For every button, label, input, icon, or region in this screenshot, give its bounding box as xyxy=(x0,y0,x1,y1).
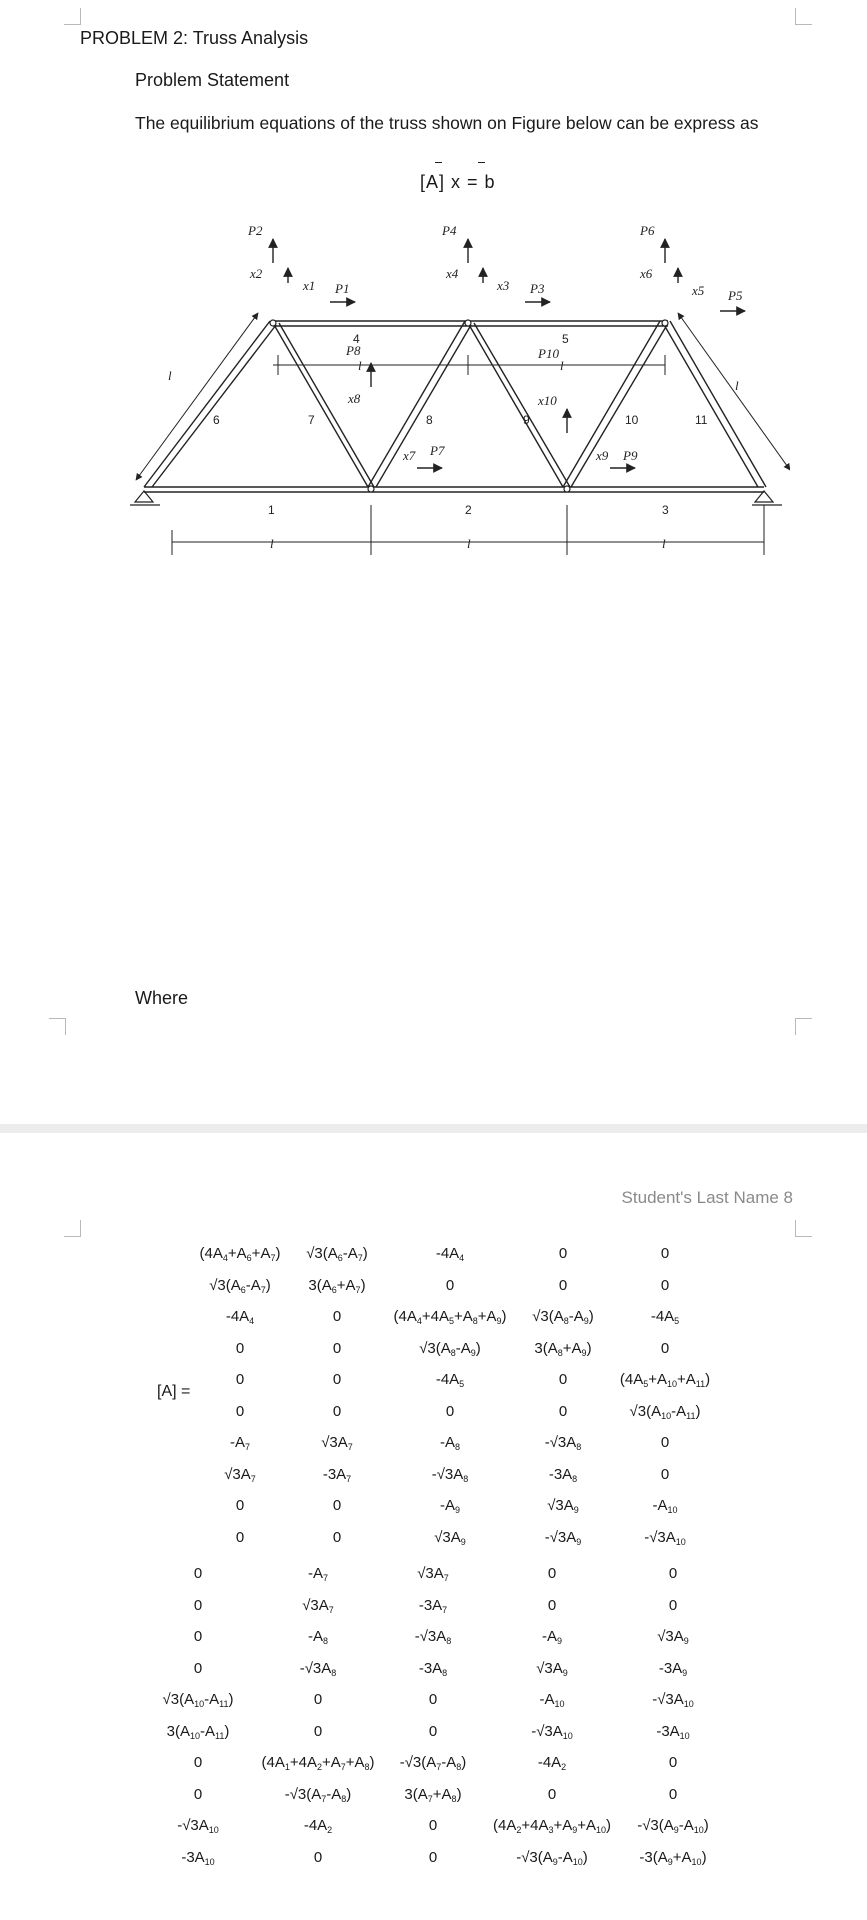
matrix-cell: 0 xyxy=(428,1817,438,1834)
truss-diagram xyxy=(130,215,790,575)
matrix-cell: 0 xyxy=(332,1497,342,1514)
matrix-cell: 0 xyxy=(313,1691,323,1708)
dof-label-x6: x6 xyxy=(640,266,653,281)
matrix-cell: 0 xyxy=(193,1565,203,1582)
matrix-cell: $(4A_2+4A_3+A_9+A_{10})$ xyxy=(492,1817,612,1835)
page-corner-mark xyxy=(64,8,81,25)
page-corner-mark xyxy=(64,1220,81,1237)
load-label-p3: P3 xyxy=(530,281,545,296)
matrix-cell: 0 xyxy=(428,1722,438,1740)
matrix-cell: 0 xyxy=(428,1691,438,1708)
page-corner-mark xyxy=(49,1018,66,1035)
matrix-cell: $(4A_4+A_6+A_7)$ xyxy=(199,1245,281,1263)
matrix-cell: 0 xyxy=(332,1528,342,1546)
matrix-cell: $√3A_9$ xyxy=(434,1528,466,1547)
dof-label-x5: x5 xyxy=(692,283,705,298)
page-footer: Student's Last Name 8 xyxy=(621,1188,793,1207)
matrix-cell: 0 xyxy=(558,1402,568,1420)
dof-label-x1: x1 xyxy=(303,278,316,293)
matrix-cell: $-A_8$ xyxy=(307,1628,329,1646)
dof-label-x7: x7 xyxy=(403,448,416,463)
matrix-cell: 0 xyxy=(235,1339,245,1357)
matrix-cell: 0 xyxy=(193,1754,203,1771)
matrix-cell: 0 xyxy=(445,1402,455,1420)
length-label: l xyxy=(662,536,666,551)
member-label-2: 2 xyxy=(465,503,472,517)
length-label: l xyxy=(270,536,274,551)
matrix-cell: $-3(A_9+A_{10})$ xyxy=(639,1848,707,1867)
matrix-cell: 0 xyxy=(558,1276,568,1294)
matrix-cell: $√3A_7$ xyxy=(224,1465,256,1484)
truss-members xyxy=(144,321,766,492)
matrix-cell: $√3(A_8-A_9)$ xyxy=(532,1308,594,1326)
load-label-p6: P6 xyxy=(640,223,655,238)
dof-label-x10: x10 xyxy=(538,393,557,408)
matrix-cell: $√3A_7$ xyxy=(321,1434,353,1452)
x-overbar xyxy=(435,162,442,163)
matrix-cell: 0 xyxy=(445,1276,455,1294)
matrix-cell: 0 xyxy=(193,1596,203,1614)
matrix-cell: 0 xyxy=(235,1371,245,1388)
matrix-cell: 0 xyxy=(313,1848,323,1866)
matrix-cell: $-3A_7$ xyxy=(322,1465,352,1484)
matrix-cell: $-√3(A_9-A_{10})$ xyxy=(516,1848,588,1867)
matrix-cell: 0 xyxy=(193,1628,203,1645)
member-label-9: 9 xyxy=(523,413,530,427)
matrix-cell: $-√3A_{10}$ xyxy=(177,1817,219,1835)
member-label-4: 4 xyxy=(353,332,360,346)
member-label-8: 8 xyxy=(426,413,433,427)
load-label-p2: P2 xyxy=(248,223,263,238)
matrix-cell: $-√3(A_7-A_8)$ xyxy=(284,1785,352,1804)
matrix-cell: $-√3A_8$ xyxy=(544,1434,582,1452)
matrix-cell: $√3A_9$ xyxy=(536,1659,568,1678)
matrix-cell: $3(A_8+A_9)$ xyxy=(534,1339,592,1358)
matrix-cell: $(4A_5+A_{10}+A_{11})$ xyxy=(619,1371,711,1389)
load-label-p10: P10 xyxy=(538,346,559,361)
matrix-cell: $3(A_7+A_8)$ xyxy=(404,1785,462,1804)
matrix-cell: $-√3A_{10}$ xyxy=(652,1691,694,1709)
problem-title: PROBLEM 2: Truss Analysis xyxy=(80,28,309,48)
matrix-cell: 0 xyxy=(332,1402,342,1420)
matrix-cell: 0 xyxy=(547,1565,557,1582)
matrix-equation: [A] x = b xyxy=(420,172,496,192)
matrix-cell: 0 xyxy=(235,1497,245,1514)
matrix-cell: 0 xyxy=(428,1848,438,1866)
matrix-cell: $-√3A_{10}$ xyxy=(531,1722,573,1741)
member-label-3: 3 xyxy=(662,503,669,517)
dof-label-x4: x4 xyxy=(446,266,459,281)
page-corner-mark xyxy=(795,1220,812,1237)
matrix-cell: $-A_7$ xyxy=(307,1565,329,1583)
load-label-p1: P1 xyxy=(335,281,350,296)
matrix-cell: $√3A_7$ xyxy=(417,1565,449,1583)
matrix-cell: $√3(A_6-A_7)$ xyxy=(306,1245,368,1263)
pin-support xyxy=(130,491,160,505)
load-label-p4: P4 xyxy=(442,223,457,238)
matrix-cell: $√3(A_8-A_9)$ xyxy=(419,1339,481,1358)
matrix-cell: 0 xyxy=(660,1245,670,1262)
matrix-cell: $-√3A_8$ xyxy=(414,1628,452,1646)
matrix-cell: 0 xyxy=(668,1785,678,1803)
matrix-cell: 0 xyxy=(668,1596,678,1614)
matrix-cell: $-√3(A_7-A_8)$ xyxy=(399,1754,467,1772)
dof-label-x3: x3 xyxy=(497,278,510,293)
matrix-cell: $(4A_4+4A_5+A_8+A_9)$ xyxy=(393,1308,507,1326)
matrix-cell: $-4A_4$ xyxy=(435,1245,465,1263)
matrix-cell: $-√3A_8$ xyxy=(431,1465,469,1484)
b-overbar xyxy=(478,162,485,163)
matrix-cell: $-4A_5$ xyxy=(435,1371,465,1389)
matrix-cell: 0 xyxy=(332,1308,342,1325)
load-label-p8: P8 xyxy=(346,343,361,358)
matrix-cell: $-√3(A_9-A_{10})$ xyxy=(637,1817,709,1835)
matrix-cell: $-A_9$ xyxy=(439,1497,461,1515)
section-heading: Problem Statement xyxy=(135,70,290,90)
length-label: l xyxy=(358,358,362,373)
matrix-cell: $-3A_8$ xyxy=(548,1465,578,1484)
matrix-cell: $3(A_{10}-A_{11})$ xyxy=(166,1722,230,1741)
dof-label-x8: x8 xyxy=(348,391,361,406)
matrix-cell: $-A_8$ xyxy=(439,1434,461,1452)
matrix-cell: 0 xyxy=(332,1339,342,1357)
dof-label-x9: x9 xyxy=(596,448,609,463)
matrix-cell: $-A_9$ xyxy=(541,1628,563,1646)
length-label: l xyxy=(467,536,471,551)
matrix-cell: 0 xyxy=(332,1371,342,1388)
matrix-cell: $(4A_1+4A_2+A_7+A_8)$ xyxy=(261,1754,375,1772)
problem-statement: The equilibrium equations of the truss shown on Figure below can be express as xyxy=(135,113,759,133)
matrix-cell: 0 xyxy=(235,1402,245,1420)
matrix-cell: $-√3A_8$ xyxy=(299,1659,337,1678)
matrix-cell: $√3A_9$ xyxy=(547,1497,579,1515)
length-label: l xyxy=(168,368,172,383)
member-label-6: 6 xyxy=(213,413,220,427)
matrix-cell: 0 xyxy=(547,1596,557,1614)
matrix-cell: 0 xyxy=(660,1465,670,1483)
member-label-1: 1 xyxy=(268,503,275,517)
length-label: l xyxy=(735,378,739,393)
matrix-cell: 0 xyxy=(313,1722,323,1740)
matrix-cell: $√3(A_{10}-A_{11})$ xyxy=(629,1402,701,1421)
matrix-cell: 0 xyxy=(558,1245,568,1262)
roller-support xyxy=(752,491,782,505)
matrix-cell: 0 xyxy=(660,1276,670,1294)
matrix-cell: $-3A_7$ xyxy=(418,1596,448,1615)
matrix-cell: 0 xyxy=(558,1371,568,1388)
matrix-cell: $-3A_{10}$ xyxy=(656,1722,690,1741)
dof-label-x2: x2 xyxy=(250,266,263,281)
matrix-cell: $-3A_{10}$ xyxy=(181,1848,215,1867)
matrix-cell: $-A_7$ xyxy=(229,1434,251,1452)
where-label: Where xyxy=(135,988,189,1008)
load-label-p7: P7 xyxy=(430,443,445,458)
truss-joints xyxy=(270,320,668,492)
matrix-cell: $√3(A_6-A_7)$ xyxy=(209,1276,271,1295)
member-label-5: 5 xyxy=(562,332,569,346)
matrix-cell: $-3A_8$ xyxy=(418,1659,448,1678)
matrix-cell: $-√3A_9$ xyxy=(544,1528,582,1547)
matrix-cell: $-4A_4$ xyxy=(225,1308,255,1326)
matrix-cell: $-√3A_{10}$ xyxy=(644,1528,686,1547)
matrix-label: [A] = xyxy=(157,1383,191,1400)
matrix-cell: 0 xyxy=(668,1754,678,1771)
matrix-cell: 0 xyxy=(193,1785,203,1803)
matrix-cell: $-A_{10}$ xyxy=(539,1691,565,1709)
matrix-cell: 0 xyxy=(660,1339,670,1357)
page-corner-mark xyxy=(795,8,812,25)
length-label: l xyxy=(560,358,564,373)
matrix-cell: $-4A_2$ xyxy=(303,1817,333,1835)
page-corner-mark xyxy=(795,1018,812,1035)
load-label-p9: P9 xyxy=(623,448,638,463)
matrix-cell: $3(A_6+A_7)$ xyxy=(308,1276,366,1295)
member-label-7: 7 xyxy=(308,413,315,427)
matrix-cell: $-4A_5$ xyxy=(650,1308,680,1326)
page-separator xyxy=(0,1124,867,1133)
matrix-cell: $-3A_9$ xyxy=(658,1659,688,1678)
member-label-10: 10 xyxy=(625,413,639,427)
matrix-cell: 0 xyxy=(668,1565,678,1582)
dimension-lines xyxy=(136,313,790,555)
matrix-cell: $√3(A_{10}-A_{11})$ xyxy=(162,1691,234,1709)
load-label-p5: P5 xyxy=(728,288,743,303)
matrix-cell: 0 xyxy=(547,1785,557,1803)
matrix-cell: $-4A_2$ xyxy=(537,1754,567,1772)
matrix-cell: $√3A_7$ xyxy=(302,1596,334,1615)
matrix-cell: $√3A_9$ xyxy=(657,1628,689,1646)
member-label-11: 11 xyxy=(695,413,708,427)
matrix-cell: $-A_{10}$ xyxy=(652,1497,678,1515)
matrix-cell: 0 xyxy=(193,1659,203,1677)
matrix-cell: 0 xyxy=(235,1528,245,1546)
matrix-cell: 0 xyxy=(660,1434,670,1451)
